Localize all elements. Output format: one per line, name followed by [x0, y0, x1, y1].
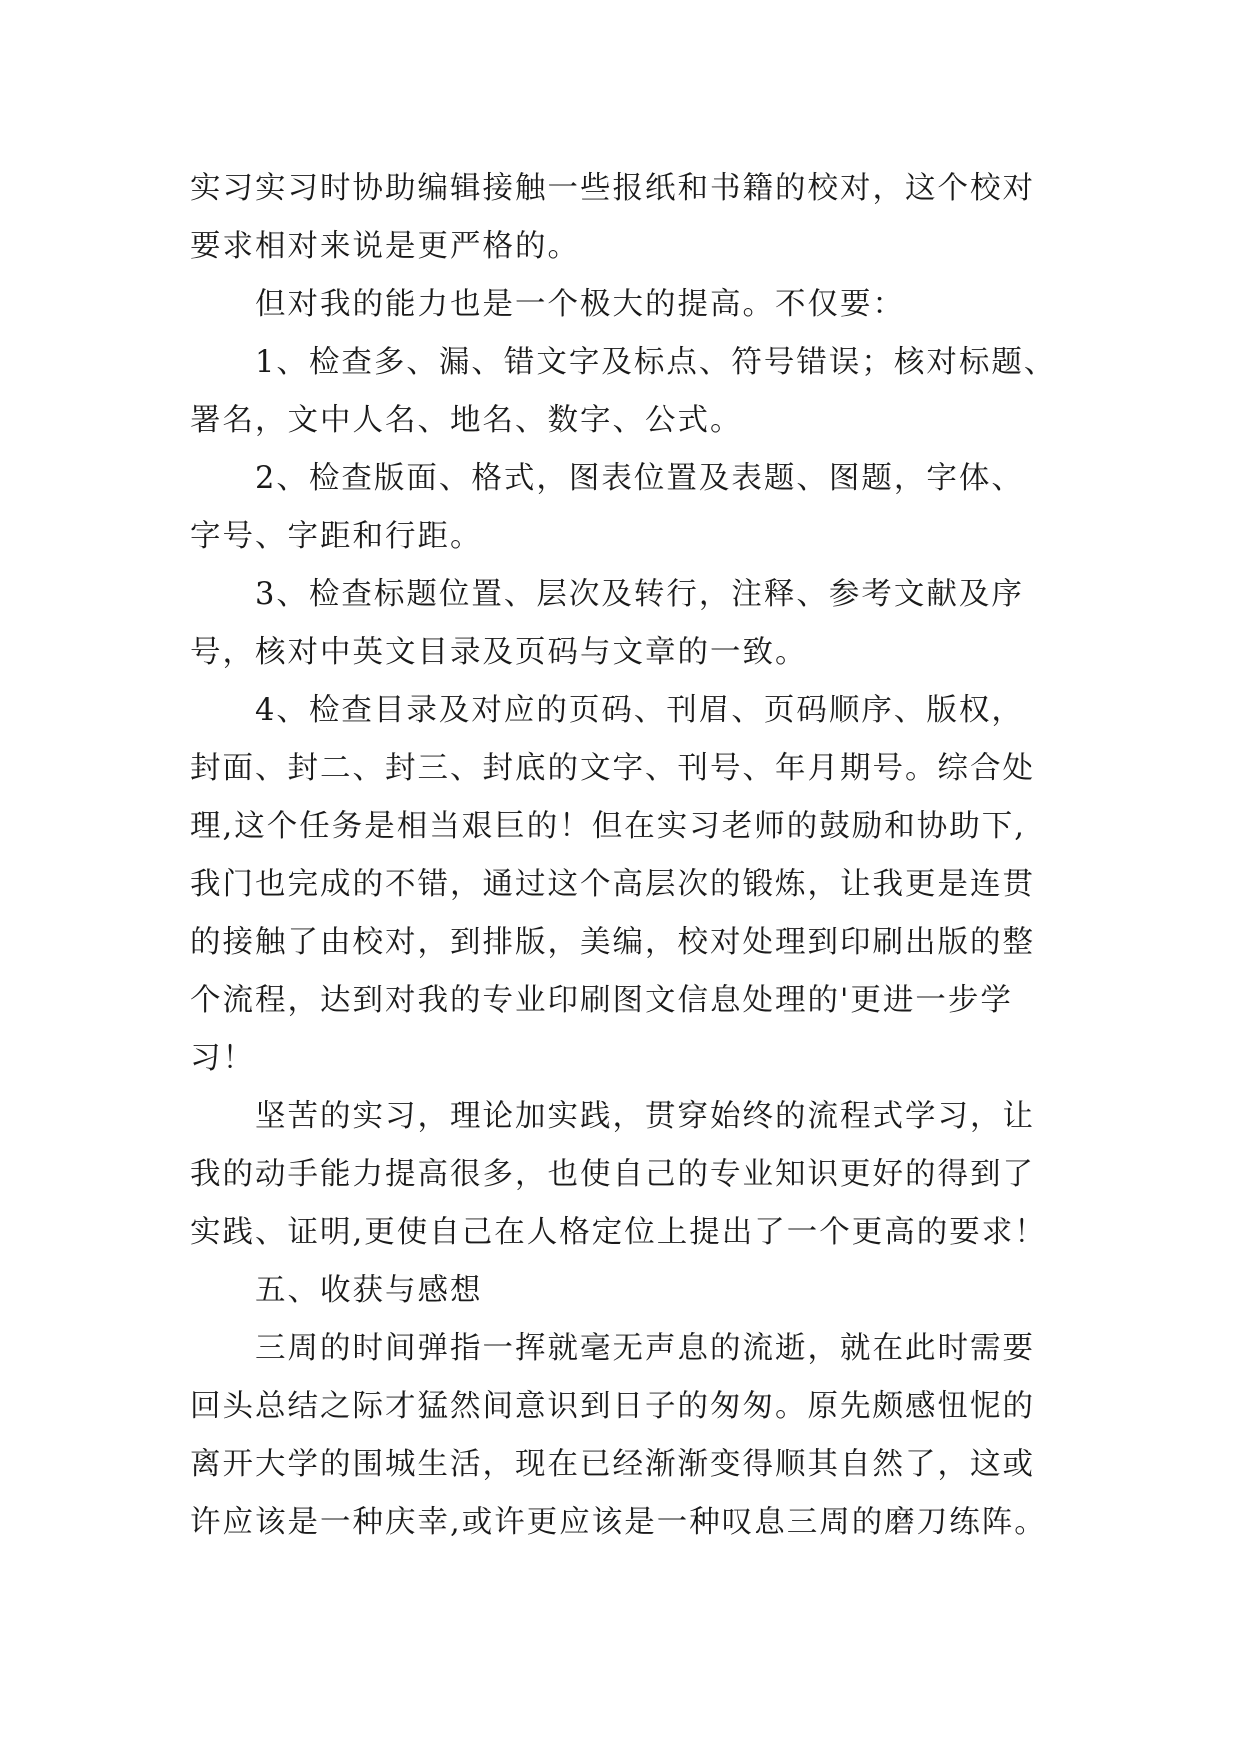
- text-line: 我门也完成的不错，通过这个高层次的锻炼，让我更是连贯: [190, 867, 1035, 902]
- text-line: 2、检查版面、格式，图表位置及表题、图题，字体、: [190, 461, 1024, 496]
- text-line: 我的动手能力提高很多，也使自己的专业知识更好的得到了: [190, 1157, 1035, 1192]
- text-line: 1、检查多、漏、错文字及标点、符号错误；核对标题、: [190, 345, 1057, 380]
- text-line: 的接触了由校对，到排版，美编，校对处理到印刷出版的整: [190, 925, 1035, 960]
- text-line: 3、检查标题位置、层次及转行，注释、参考文献及序: [190, 577, 1024, 612]
- text-line: 坚苦的实习，理论加实践，贯穿始终的流程式学习，让: [190, 1099, 1035, 1134]
- text-line: 离开大学的围城生活，现在已经渐渐变得顺其自然了，这或: [190, 1447, 1035, 1482]
- text-line: 号，核对中英文目录及页码与文章的一致。: [190, 635, 808, 670]
- text-line: 理,这个任务是相当艰巨的！但在实习老师的鼓励和协助下,: [190, 809, 1026, 844]
- text-line: 封面、封二、封三、封底的文字、刊号、年月期号。综合处: [190, 751, 1035, 786]
- text-line: 实践、证明,更使自己在人格定位上提出了一个更高的要求！: [190, 1215, 1047, 1250]
- text-line: 署名，文中人名、地名、数字、公式。: [190, 403, 743, 438]
- text-line: 习！: [190, 1041, 255, 1076]
- text-line: 回头总结之际才猛然间意识到日子的匆匆。原先颇感忸怩的: [190, 1389, 1035, 1424]
- text-line: 许应该是一种庆幸,或许更应该是一种叹息三周的磨刀练阵。: [190, 1505, 1047, 1540]
- body-text: [190, 160, 1070, 1552]
- text-line: 三周的时间弹指一挥就毫无声息的流逝，就在此时需要: [190, 1331, 1035, 1366]
- text-line: 但对我的能力也是一个极大的提高。不仅要：: [190, 287, 905, 322]
- text-line: 要求相对来说是更严格的。: [190, 229, 580, 264]
- section-heading: 五、收获与感想: [190, 1273, 483, 1308]
- text-line: 个流程，达到对我的专业印刷图文信息处理的'更进一步学: [190, 983, 1013, 1018]
- text-line: 字号、字距和行距。: [190, 519, 483, 554]
- text-line: 实习实习时协助编辑接触一些报纸和书籍的校对，这个校对: [190, 171, 1035, 206]
- text-line: 4、检查目录及对应的页码、刊眉、页码顺序、版权，: [190, 693, 1024, 728]
